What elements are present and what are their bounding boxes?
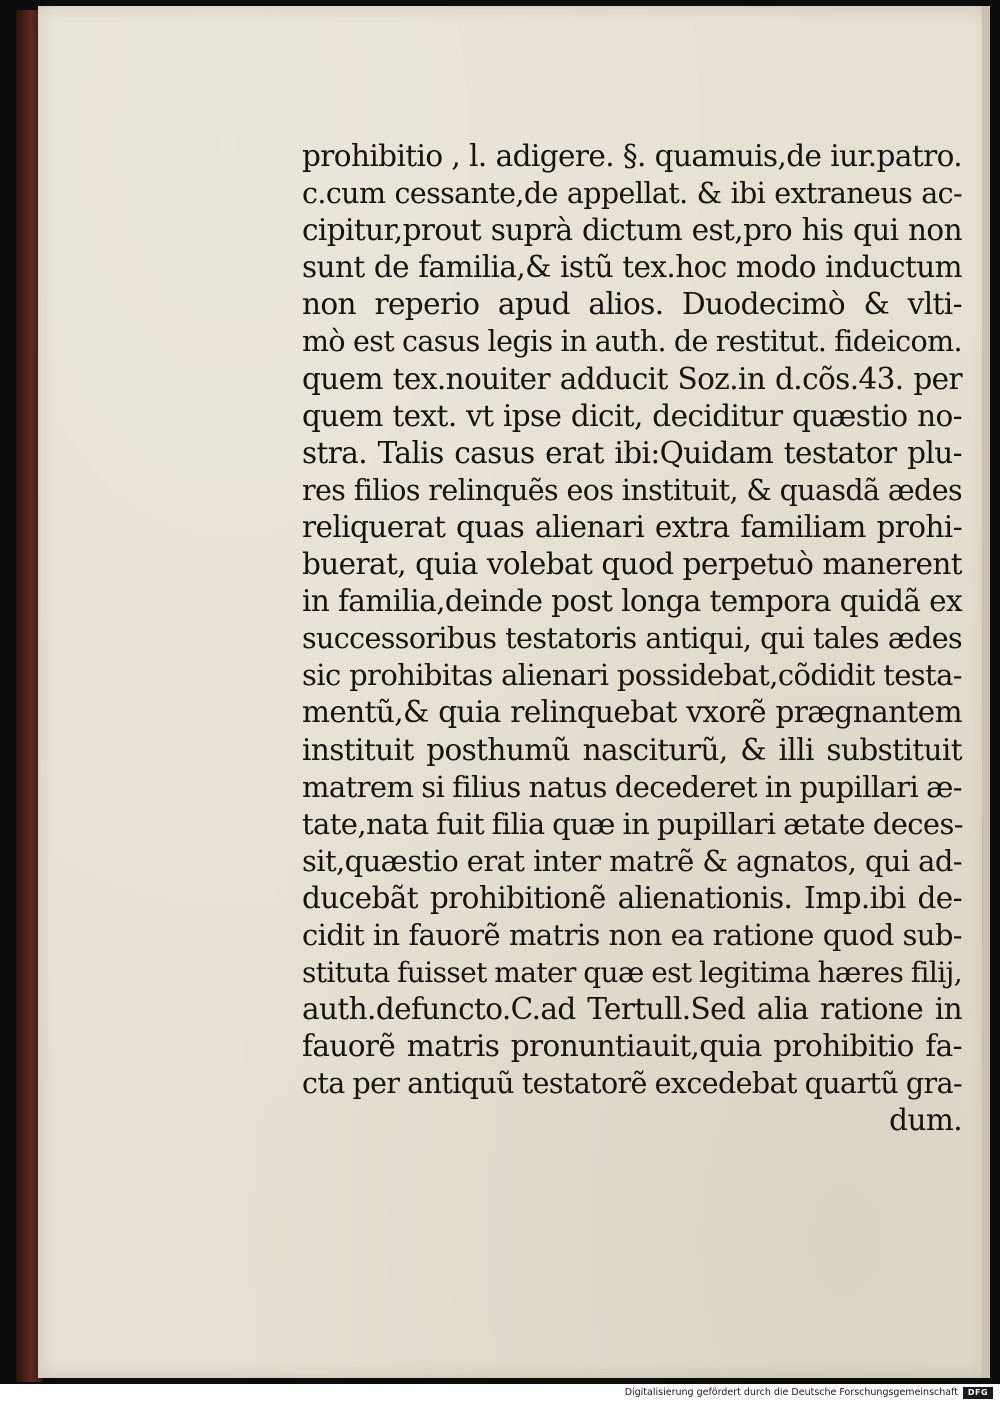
text-line: buerat, quia volebat quod perpetuò manerent [302, 547, 962, 582]
text-line: quem tex.nouiter adducit Soz.in d.cõs.43. per [302, 361, 962, 396]
text-line: res filios relinquẽs eos instituit, & quasdã ædes [302, 473, 962, 507]
text-line: sunt de familia,& istũ tex.hoc modo inductum [302, 250, 962, 285]
text-line: sic prohibitas alienari possidebat,cõdidit testa- [302, 658, 962, 693]
text-block [302, 138, 962, 1140]
dfg-logo-icon: DFG [963, 1387, 993, 1399]
footer-bar [0, 1384, 1000, 1403]
text-line: stituta fuisset mater quæ est legitima hæres filij, [302, 956, 962, 990]
text-line: auth.defuncto.C.ad Tertull.Sed alia ratione in [302, 992, 962, 1027]
text-line: sit,quæstio erat inter matrẽ & agnatos, qui ad- [302, 843, 962, 878]
text-line: fauorẽ matris pronuntiauit,quia prohibitio fa- [302, 1029, 962, 1064]
text-line-last: dum. [889, 1103, 962, 1138]
text-line: instituit posthumũ nasciturũ, & illi substituit [302, 732, 962, 767]
text-line: successoribus testatoris antiqui, qui tales ædes [302, 622, 962, 656]
text-line: cipitur,prout suprà dictum est,pro his qui non [302, 213, 962, 248]
text-line: matrem si filius natus decederet in pupillari æ- [302, 769, 962, 804]
text-line: ducebãt prohibitionẽ alienationis. Imp.ibi de- [302, 880, 962, 915]
text-line: non reperio apud alios. Duodecimò & vlti- [302, 287, 962, 322]
funding-credit: Digitalisierung gefördert durch die Deutsche Forschungsgemeinschaft [624, 1387, 958, 1398]
text-line: prohibitio , l. adigere. §. quamuis,de iur.patro. [302, 139, 962, 173]
text-line: quem text. vt ipse dicit, deciditur quæstio no- [302, 398, 962, 433]
page-right-edge [982, 6, 990, 1378]
text-line: stra. Talis casus erat ibi:Quidam testator plu- [302, 435, 962, 470]
text-line: in familia,deinde post longa tempora quidã ex [302, 584, 962, 619]
text-line: tate,nata fuit filia quæ in pupillari ætate deces- [302, 806, 963, 841]
text-line: cidit in fauorẽ matris non ea ratione quod sub- [302, 917, 962, 952]
text-line: reliquerat quas alienari extra familiam prohi- [302, 509, 962, 544]
text-line: mò est casus legis in auth. de restitut. fideicom. [302, 325, 962, 359]
text-line: mentũ,& quia relinquebat vxorẽ prægnantem [302, 695, 962, 730]
text-line: cta per antiquũ testatorẽ excedebat quartũ gra- [302, 1067, 962, 1101]
text-line: c.cum cessante,de appellat. & ibi extraneus ac- [302, 177, 962, 211]
